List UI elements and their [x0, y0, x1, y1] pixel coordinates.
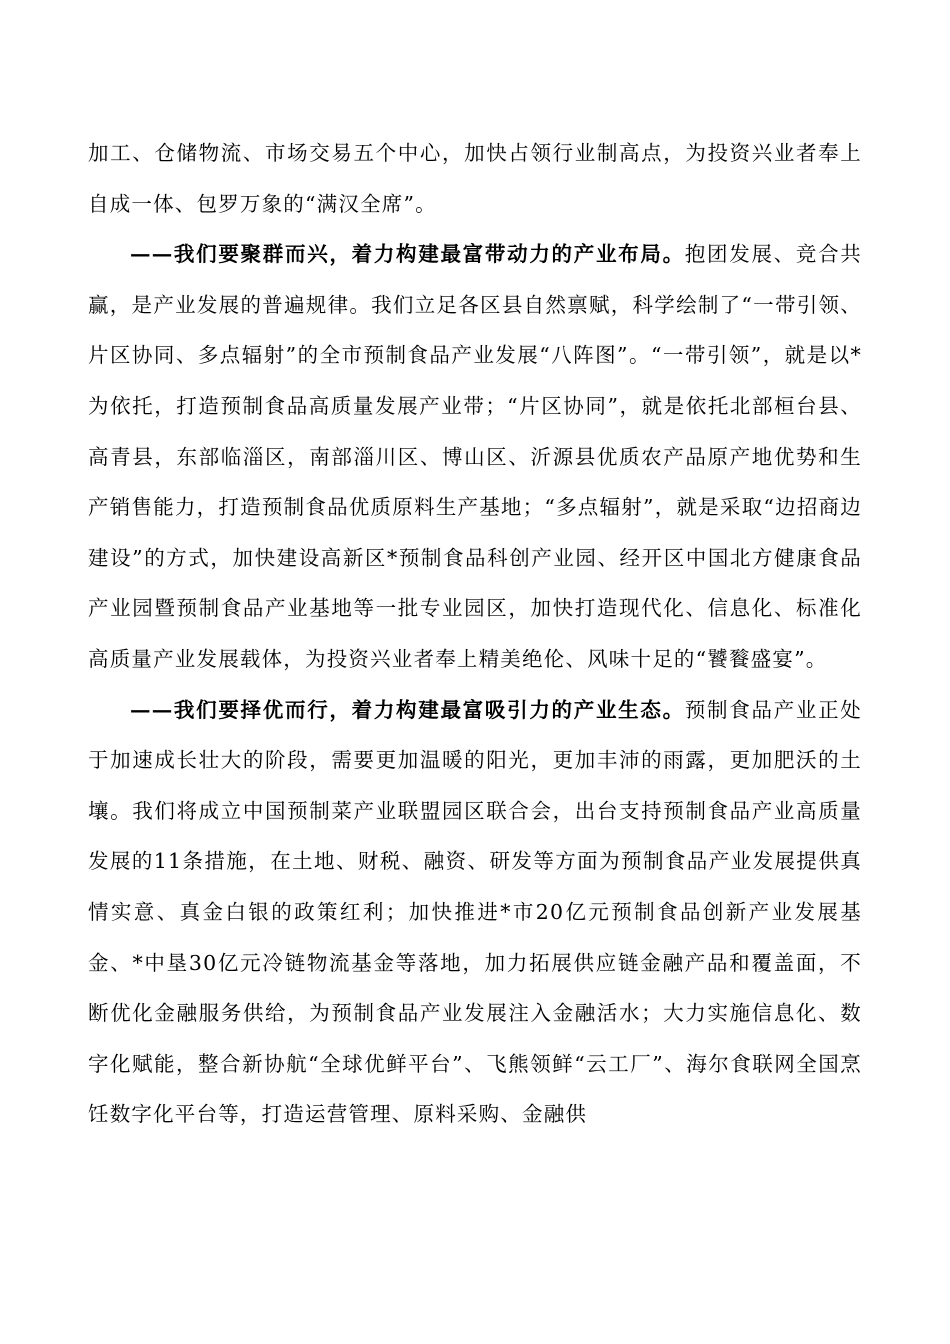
- paragraph-3: [88, 685, 862, 1140]
- paragraph-2-text: 抱团发展、竞合共赢，是产业发展的普遍规律。我们立足各区县自然禀赋，科学绘制了“一带引领、片区协同、多点辐射”的全市预制食品产业发展“八阵图”。“一带引领”，就是以*为依托，打造预制食品高质量发展产业带；“片区协同”，就是依托北部桓台县、高青县，东部临淄区，南部淄川区、博山区、沂源县优质农产品原产地优势和生产销售能力，打造预制食品优质原料生产基地；“多点辐射”，就是采取“边招商边建设”的方式，加快建设高新区*预制食品科创产业园、经开区中国北方健康食品产业园暨预制食品产业基地等一批专业园区，加快打造现代化、信息化、标准化高质量产业发展载体，为投资兴业者奉上精美绝伦、风味十足的“饕餮盛宴”。: [88, 242, 863, 671]
- paragraph-3-text: 预制食品产业正处于加速成长壮大的阶段，需要更加温暖的阳光，更加丰沛的雨露，更加肥沃的土壤。我们将成立中国预制菜产业联盟园区联合会，出台支持预制食品产业高质量发展的11条措施，在土地、财税、融资、研发等方面为预制食品产业发展提供真情实意、真金白银的政策红利；加快推进*市20亿元预制食品创新产业发展基金、*中垦30亿元冷链物流基金等落地，加力拓展供应链金融产品和覆盖面，不断优化金融服务供给，为预制食品产业发展注入金融活水；大力实施信息化、数字化赋能，整合新协航“全球优鲜平台”、飞熊领鲜“云工厂”、海尔食联网全国烹饪数字化平台等，打造运营管理、原料采购、金融供: [88, 697, 863, 1127]
- document-body: [88, 128, 862, 1140]
- paragraph-3-lead: ——我们要择优而行，着力构建最富吸引力的产业生态。: [130, 697, 685, 722]
- paragraph-1: [88, 128, 862, 229]
- paragraph-2: [88, 229, 862, 684]
- paragraph-2-lead: ——我们要聚群而兴，着力构建最富带动力的产业布局。: [130, 242, 685, 267]
- paragraph-1-text: 加工、仓储物流、市场交易五个中心，加快占领行业制高点，为投资兴业者奉上自成一体、包罗万象的“满汉全席”。: [88, 141, 862, 216]
